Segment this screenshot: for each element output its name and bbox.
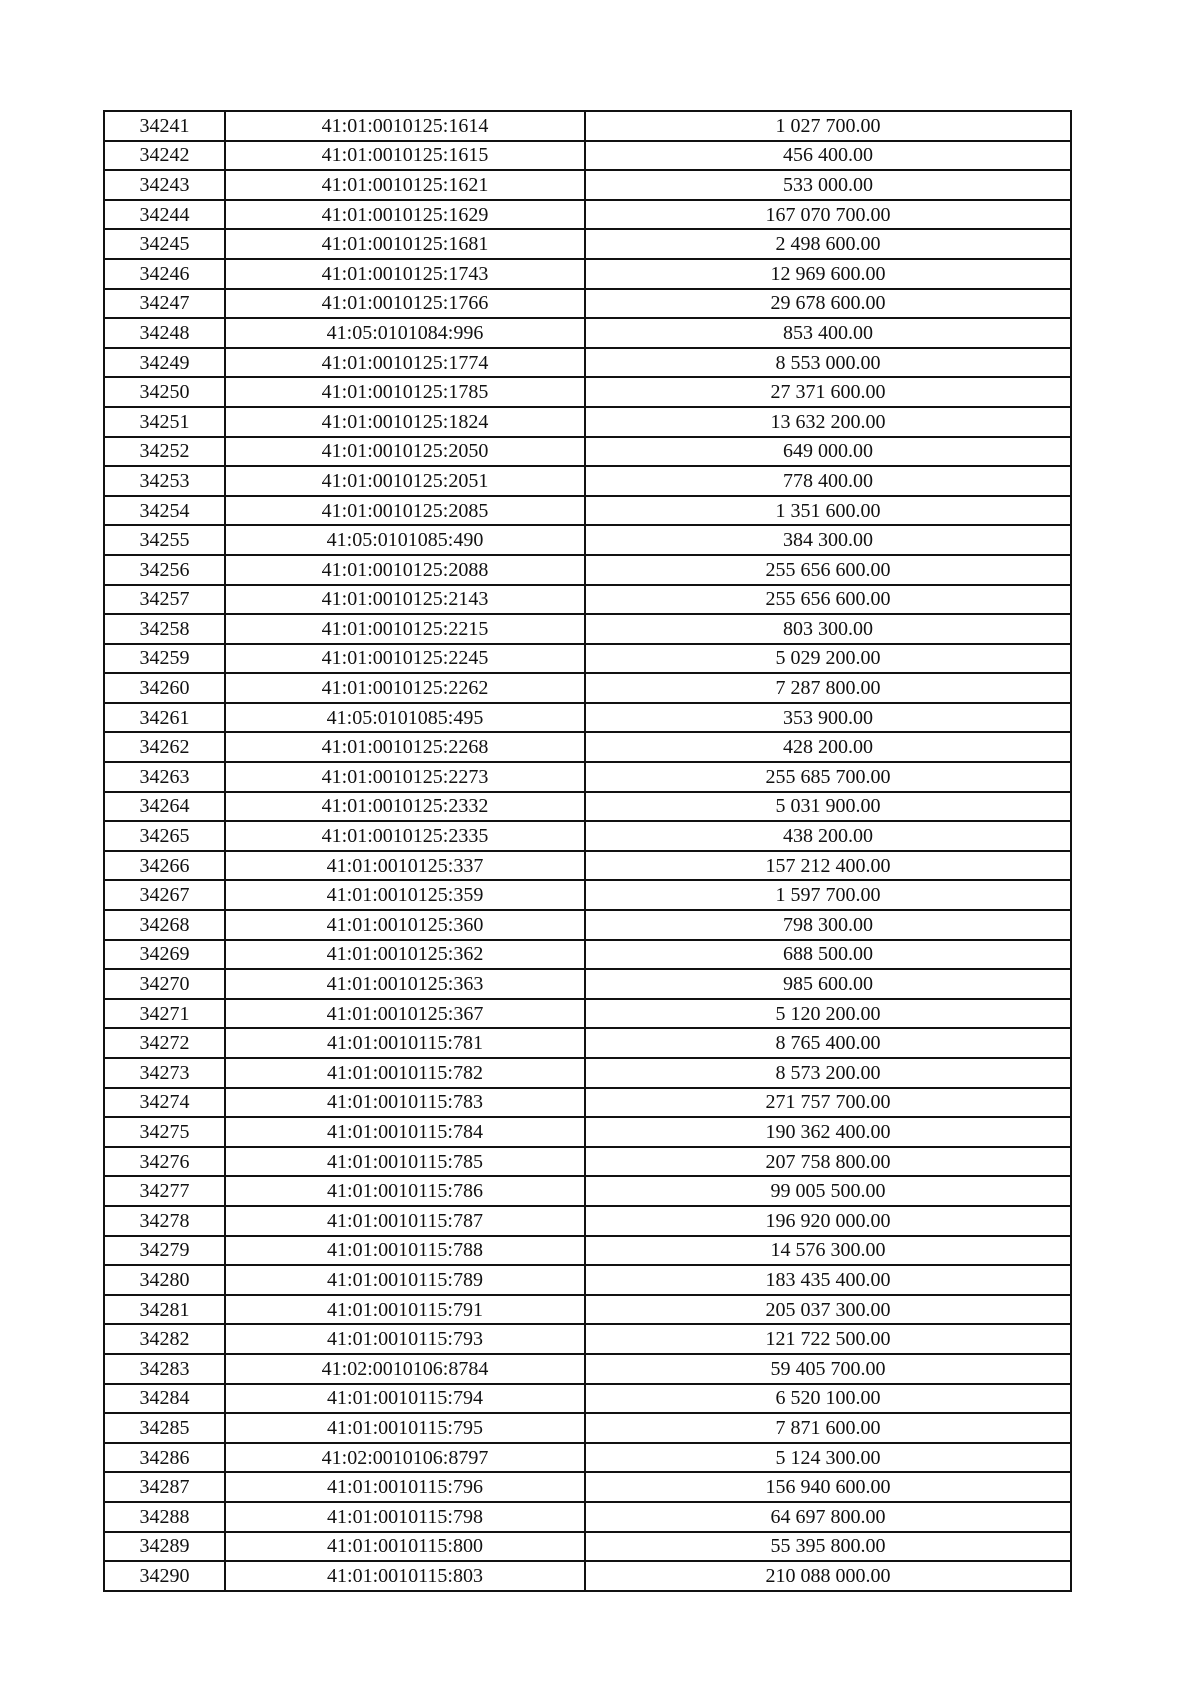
cadastral-value-cell: 196 920 000.00 xyxy=(585,1206,1071,1236)
cadastral-value-cell: 1 027 700.00 xyxy=(585,111,1071,141)
row-number-cell: 34285 xyxy=(104,1413,225,1443)
row-number-cell: 34251 xyxy=(104,407,225,437)
table-row xyxy=(104,259,1071,289)
row-number-cell: 34265 xyxy=(104,821,225,851)
cadastral-value-cell: 271 757 700.00 xyxy=(585,1088,1071,1118)
cadastral-number-cell: 41:01:0010125:1614 xyxy=(225,111,585,141)
row-number-cell: 34260 xyxy=(104,673,225,703)
cadastral-value-cell: 121 722 500.00 xyxy=(585,1324,1071,1354)
cadastral-value-cell: 7 287 800.00 xyxy=(585,673,1071,703)
row-number-cell: 34252 xyxy=(104,437,225,467)
row-number-cell: 34254 xyxy=(104,496,225,526)
cadastral-number-cell: 41:01:0010125:2085 xyxy=(225,496,585,526)
cadastral-value-cell: 438 200.00 xyxy=(585,821,1071,851)
cadastral-number-cell: 41:01:0010115:794 xyxy=(225,1384,585,1414)
cadastral-value-cell: 255 685 700.00 xyxy=(585,762,1071,792)
cadastral-number-cell: 41:01:0010125:362 xyxy=(225,940,585,970)
table-row xyxy=(104,466,1071,496)
cadastral-number-cell: 41:01:0010115:796 xyxy=(225,1472,585,1502)
table-row xyxy=(104,1088,1071,1118)
row-number-cell: 34259 xyxy=(104,644,225,674)
cadastral-value-cell: 12 969 600.00 xyxy=(585,259,1071,289)
row-number-cell: 34284 xyxy=(104,1384,225,1414)
cadastral-number-cell: 41:01:0010115:787 xyxy=(225,1206,585,1236)
cadastral-number-cell: 41:01:0010115:786 xyxy=(225,1176,585,1206)
cadastral-value-cell: 205 037 300.00 xyxy=(585,1295,1071,1325)
cadastral-number-cell: 41:01:0010115:798 xyxy=(225,1502,585,1532)
cadastral-number-cell: 41:01:0010125:1629 xyxy=(225,200,585,230)
cadastral-number-cell: 41:01:0010115:789 xyxy=(225,1265,585,1295)
cadastral-number-cell: 41:02:0010106:8784 xyxy=(225,1354,585,1384)
row-number-cell: 34264 xyxy=(104,792,225,822)
cadastral-value-cell: 6 520 100.00 xyxy=(585,1384,1071,1414)
cadastral-number-cell: 41:01:0010125:1681 xyxy=(225,229,585,259)
cadastral-number-cell: 41:01:0010115:800 xyxy=(225,1532,585,1562)
cadastral-number-cell: 41:01:0010125:367 xyxy=(225,999,585,1029)
table-row xyxy=(104,1236,1071,1266)
cadastral-value-cell: 1 351 600.00 xyxy=(585,496,1071,526)
cadastral-number-cell: 41:01:0010125:2088 xyxy=(225,555,585,585)
row-number-cell: 34288 xyxy=(104,1502,225,1532)
cadastral-number-cell: 41:01:0010115:781 xyxy=(225,1028,585,1058)
cadastral-value-cell: 649 000.00 xyxy=(585,437,1071,467)
table-row xyxy=(104,1384,1071,1414)
cadastral-value-cell: 456 400.00 xyxy=(585,141,1071,171)
cadastral-number-cell: 41:05:0101085:490 xyxy=(225,525,585,555)
cadastral-number-cell: 41:01:0010125:2245 xyxy=(225,644,585,674)
cadastral-number-cell: 41:01:0010115:803 xyxy=(225,1561,585,1591)
table-row xyxy=(104,1443,1071,1473)
row-number-cell: 34242 xyxy=(104,141,225,171)
row-number-cell: 34272 xyxy=(104,1028,225,1058)
cadastral-value-cell: 384 300.00 xyxy=(585,525,1071,555)
cadastral-value-cell: 5 120 200.00 xyxy=(585,999,1071,1029)
row-number-cell: 34248 xyxy=(104,318,225,348)
table-row xyxy=(104,1502,1071,1532)
table-row xyxy=(104,910,1071,940)
cadastral-number-cell: 41:01:0010125:337 xyxy=(225,851,585,881)
cadastral-value-cell: 533 000.00 xyxy=(585,170,1071,200)
table-row xyxy=(104,969,1071,999)
cadastral-number-cell: 41:01:0010115:784 xyxy=(225,1117,585,1147)
table-row xyxy=(104,1028,1071,1058)
table-row xyxy=(104,614,1071,644)
row-number-cell: 34241 xyxy=(104,111,225,141)
table-row xyxy=(104,1117,1071,1147)
cadastral-number-cell: 41:01:0010125:1621 xyxy=(225,170,585,200)
row-number-cell: 34269 xyxy=(104,940,225,970)
cadastral-number-cell: 41:01:0010125:1785 xyxy=(225,377,585,407)
row-number-cell: 34256 xyxy=(104,555,225,585)
table-row xyxy=(104,1147,1071,1177)
cadastral-number-cell: 41:01:0010125:359 xyxy=(225,880,585,910)
cadastral-number-cell: 41:01:0010125:1774 xyxy=(225,348,585,378)
table-row xyxy=(104,585,1071,615)
table-row xyxy=(104,141,1071,171)
cadastral-number-cell: 41:01:0010125:1743 xyxy=(225,259,585,289)
cadastral-value-cell: 985 600.00 xyxy=(585,969,1071,999)
cadastral-value-cell: 853 400.00 xyxy=(585,318,1071,348)
cadastral-value-cell: 5 124 300.00 xyxy=(585,1443,1071,1473)
cadastral-value-cell: 156 940 600.00 xyxy=(585,1472,1071,1502)
table-row xyxy=(104,407,1071,437)
table-row xyxy=(104,732,1071,762)
table-row xyxy=(104,555,1071,585)
cadastral-value-cell: 778 400.00 xyxy=(585,466,1071,496)
table-row xyxy=(104,821,1071,851)
cadastral-number-cell: 41:01:0010115:791 xyxy=(225,1295,585,1325)
table-row xyxy=(104,111,1071,141)
cadastral-number-cell: 41:01:0010115:782 xyxy=(225,1058,585,1088)
cadastral-value-table xyxy=(103,110,1072,1592)
row-number-cell: 34255 xyxy=(104,525,225,555)
row-number-cell: 34266 xyxy=(104,851,225,881)
cadastral-value-cell: 798 300.00 xyxy=(585,910,1071,940)
cadastral-number-cell: 41:01:0010125:2332 xyxy=(225,792,585,822)
cadastral-number-cell: 41:01:0010125:363 xyxy=(225,969,585,999)
table-row xyxy=(104,1295,1071,1325)
cadastral-value-cell: 59 405 700.00 xyxy=(585,1354,1071,1384)
row-number-cell: 34245 xyxy=(104,229,225,259)
row-number-cell: 34276 xyxy=(104,1147,225,1177)
table-row xyxy=(104,437,1071,467)
table-row xyxy=(104,289,1071,319)
row-number-cell: 34246 xyxy=(104,259,225,289)
row-number-cell: 34283 xyxy=(104,1354,225,1384)
table-row xyxy=(104,377,1071,407)
table-row xyxy=(104,1206,1071,1236)
cadastral-value-cell: 2 498 600.00 xyxy=(585,229,1071,259)
cadastral-value-cell: 1 597 700.00 xyxy=(585,880,1071,910)
row-number-cell: 34280 xyxy=(104,1265,225,1295)
table-row xyxy=(104,229,1071,259)
row-number-cell: 34274 xyxy=(104,1088,225,1118)
row-number-cell: 34253 xyxy=(104,466,225,496)
row-number-cell: 34262 xyxy=(104,732,225,762)
row-number-cell: 34270 xyxy=(104,969,225,999)
cadastral-number-cell: 41:01:0010125:1615 xyxy=(225,141,585,171)
row-number-cell: 34267 xyxy=(104,880,225,910)
table-body xyxy=(104,111,1071,1591)
table-row xyxy=(104,703,1071,733)
cadastral-value-cell: 8 553 000.00 xyxy=(585,348,1071,378)
cadastral-number-cell: 41:01:0010115:788 xyxy=(225,1236,585,1266)
table-row xyxy=(104,1354,1071,1384)
cadastral-number-cell: 41:02:0010106:8797 xyxy=(225,1443,585,1473)
table-row xyxy=(104,170,1071,200)
cadastral-value-cell: 210 088 000.00 xyxy=(585,1561,1071,1591)
row-number-cell: 34289 xyxy=(104,1532,225,1562)
cadastral-number-cell: 41:01:0010115:785 xyxy=(225,1147,585,1177)
table-row xyxy=(104,792,1071,822)
table-row xyxy=(104,999,1071,1029)
cadastral-value-cell: 5 031 900.00 xyxy=(585,792,1071,822)
cadastral-value-cell: 13 632 200.00 xyxy=(585,407,1071,437)
cadastral-number-cell: 41:01:0010115:783 xyxy=(225,1088,585,1118)
table-row xyxy=(104,673,1071,703)
table-row xyxy=(104,1265,1071,1295)
table-row xyxy=(104,1058,1071,1088)
cadastral-value-cell: 55 395 800.00 xyxy=(585,1532,1071,1562)
row-number-cell: 34243 xyxy=(104,170,225,200)
cadastral-number-cell: 41:01:0010125:2215 xyxy=(225,614,585,644)
cadastral-value-cell: 190 362 400.00 xyxy=(585,1117,1071,1147)
cadastral-number-cell: 41:05:0101084:996 xyxy=(225,318,585,348)
cadastral-value-cell: 688 500.00 xyxy=(585,940,1071,970)
row-number-cell: 34261 xyxy=(104,703,225,733)
table-row xyxy=(104,940,1071,970)
cadastral-value-cell: 803 300.00 xyxy=(585,614,1071,644)
cadastral-number-cell: 41:01:0010125:360 xyxy=(225,910,585,940)
row-number-cell: 34273 xyxy=(104,1058,225,1088)
row-number-cell: 34257 xyxy=(104,585,225,615)
row-number-cell: 34278 xyxy=(104,1206,225,1236)
row-number-cell: 34250 xyxy=(104,377,225,407)
cadastral-number-cell: 41:01:0010125:2262 xyxy=(225,673,585,703)
cadastral-value-cell: 207 758 800.00 xyxy=(585,1147,1071,1177)
cadastral-number-cell: 41:01:0010125:2268 xyxy=(225,732,585,762)
cadastral-value-cell: 7 871 600.00 xyxy=(585,1413,1071,1443)
cadastral-value-cell: 8 573 200.00 xyxy=(585,1058,1071,1088)
cadastral-value-cell: 255 656 600.00 xyxy=(585,555,1071,585)
table-row xyxy=(104,1413,1071,1443)
cadastral-value-cell: 5 029 200.00 xyxy=(585,644,1071,674)
cadastral-number-cell: 41:01:0010125:2050 xyxy=(225,437,585,467)
cadastral-value-cell: 157 212 400.00 xyxy=(585,851,1071,881)
row-number-cell: 34249 xyxy=(104,348,225,378)
row-number-cell: 34279 xyxy=(104,1236,225,1266)
table-row xyxy=(104,348,1071,378)
row-number-cell: 34290 xyxy=(104,1561,225,1591)
table-row xyxy=(104,1561,1071,1591)
cadastral-value-cell: 183 435 400.00 xyxy=(585,1265,1071,1295)
table-row xyxy=(104,1532,1071,1562)
row-number-cell: 34258 xyxy=(104,614,225,644)
cadastral-number-cell: 41:01:0010125:1824 xyxy=(225,407,585,437)
cadastral-value-cell: 353 900.00 xyxy=(585,703,1071,733)
table-row xyxy=(104,851,1071,881)
cadastral-number-cell: 41:01:0010115:795 xyxy=(225,1413,585,1443)
row-number-cell: 34271 xyxy=(104,999,225,1029)
row-number-cell: 34263 xyxy=(104,762,225,792)
cadastral-number-cell: 41:01:0010125:2335 xyxy=(225,821,585,851)
table-row xyxy=(104,1324,1071,1354)
cadastral-value-cell: 29 678 600.00 xyxy=(585,289,1071,319)
cadastral-value-cell: 8 765 400.00 xyxy=(585,1028,1071,1058)
cadastral-number-cell: 41:01:0010125:2143 xyxy=(225,585,585,615)
cadastral-value-cell: 255 656 600.00 xyxy=(585,585,1071,615)
row-number-cell: 34247 xyxy=(104,289,225,319)
cadastral-value-cell: 14 576 300.00 xyxy=(585,1236,1071,1266)
row-number-cell: 34282 xyxy=(104,1324,225,1354)
row-number-cell: 34277 xyxy=(104,1176,225,1206)
row-number-cell: 34275 xyxy=(104,1117,225,1147)
cadastral-number-cell: 41:01:0010125:2273 xyxy=(225,762,585,792)
cadastral-value-cell: 428 200.00 xyxy=(585,732,1071,762)
table-row xyxy=(104,1176,1071,1206)
table-row xyxy=(104,1472,1071,1502)
cadastral-number-cell: 41:01:0010125:1766 xyxy=(225,289,585,319)
table-row xyxy=(104,762,1071,792)
table-row xyxy=(104,496,1071,526)
table-row xyxy=(104,880,1071,910)
row-number-cell: 34287 xyxy=(104,1472,225,1502)
row-number-cell: 34286 xyxy=(104,1443,225,1473)
row-number-cell: 34244 xyxy=(104,200,225,230)
row-number-cell: 34281 xyxy=(104,1295,225,1325)
row-number-cell: 34268 xyxy=(104,910,225,940)
cadastral-value-cell: 99 005 500.00 xyxy=(585,1176,1071,1206)
table-row xyxy=(104,525,1071,555)
table-row xyxy=(104,318,1071,348)
cadastral-value-cell: 167 070 700.00 xyxy=(585,200,1071,230)
cadastral-value-cell: 64 697 800.00 xyxy=(585,1502,1071,1532)
cadastral-number-cell: 41:01:0010115:793 xyxy=(225,1324,585,1354)
table-row xyxy=(104,200,1071,230)
cadastral-number-cell: 41:01:0010125:2051 xyxy=(225,466,585,496)
cadastral-value-cell: 27 371 600.00 xyxy=(585,377,1071,407)
table-row xyxy=(104,644,1071,674)
cadastral-number-cell: 41:05:0101085:495 xyxy=(225,703,585,733)
